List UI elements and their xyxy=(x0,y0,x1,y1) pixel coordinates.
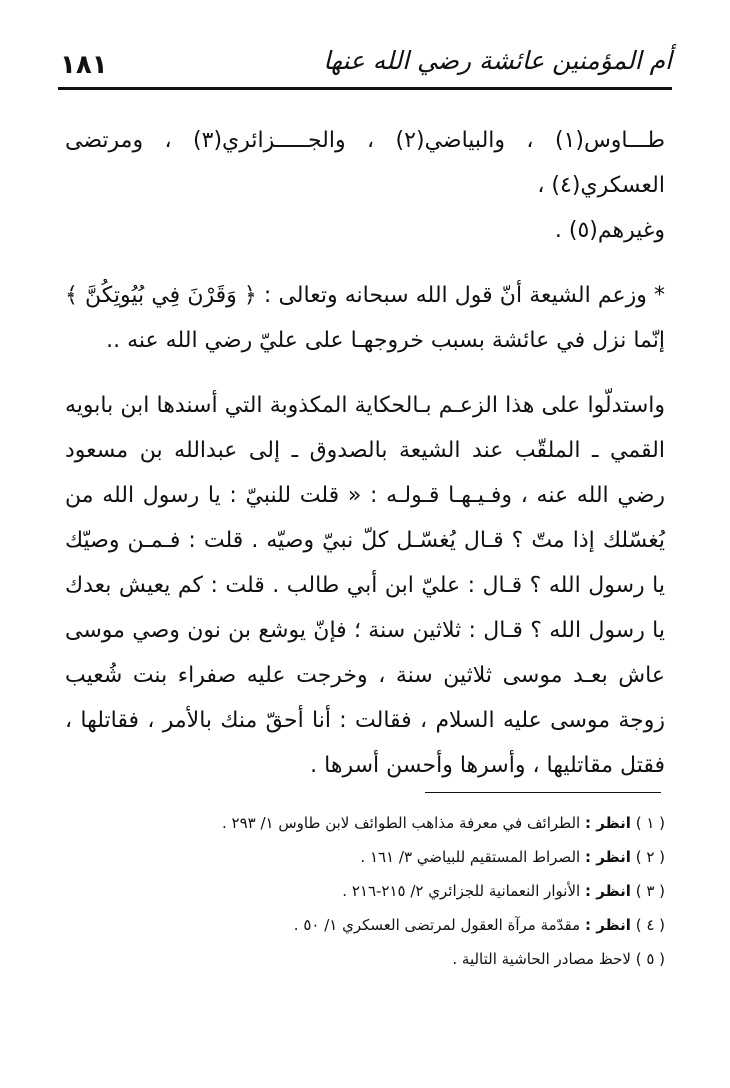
footnote-5 xyxy=(65,942,665,976)
page-number: ١٨١ xyxy=(60,50,108,80)
footnote-3 xyxy=(65,874,665,908)
footnote-4 xyxy=(65,908,665,942)
footnote-separator xyxy=(425,792,661,793)
main-text xyxy=(65,118,665,788)
footnote-label: انظر : xyxy=(584,848,631,866)
footnote-text: لاحظ مصادر الحاشية التالية . xyxy=(452,950,631,968)
header-rule xyxy=(58,87,672,90)
footnote-label: انظر : xyxy=(584,882,631,900)
paragraph-3: واستدلّوا على هذا الزعـم بـالحكاية المكذوبة التي أسندها ابن بابويه القمي ـ الملقّب عند الشيعة بالصدوق ـ إلى عبدالله بن مسعود رضي الله عنه ، وفـيـهـا قـولـه : « قلت للنبيّ : يا رسول الله من يُغسّلك إذا متّ ؟ قـال يُغسّـل كلّ نبيّ وصيّه . قلت : فـمـن وصيّك يا رسول الله ؟ قـال : عليّ ابن أبي طالب . قلت : كم يعيش بعدك يا رسول الله ؟ قـال : ثلاثين سنة ؛ فإنّ يوشع بن نون وصي موسى عاش بعـد موسى ثلاثين سنة ، وخرجت عليه صفراء بنت شُعيب زوجة موسى عليه السلام ، فقالت : أنا أحقّ منك بالأمر ، فقاتلها ، فقتل مقاتليها ، وأسرها وأحسن أسرها . xyxy=(65,393,665,778)
footnotes xyxy=(65,806,665,976)
footnote-label: انظر : xyxy=(584,814,631,832)
page-header xyxy=(58,40,672,90)
paragraph-1-line-2: وغيرهم(٥) . xyxy=(554,218,665,243)
footnote-number: ( ٢ ) xyxy=(635,848,665,866)
footnote-2 xyxy=(65,840,665,874)
footnote-number: ( ١ ) xyxy=(635,814,665,832)
footnote-number: ( ٤ ) xyxy=(635,916,665,934)
running-title: أم المؤمنين عائشة رضي الله عنها xyxy=(323,46,672,75)
footnote-text: الأنوار النعمانية للجزائري ٢/ ٢١٥-٢١٦ . xyxy=(342,882,581,900)
paragraph-2: * وزعم الشيعة أنّ قول الله سبحانه وتعالى : ﴿ وَقَرْنَ فِي بُيُوتِكُنَّ ﴾ إنّما نزل في عائشة بسبب خروجهـا على عليّ رضي الله عنه .. xyxy=(65,283,665,353)
footnote-text: مقدّمة مرآة العقول لمرتضى العسكري ١/ ٥٠ . xyxy=(293,916,581,934)
footnote-text: الطرائف في معرفة مذاهب الطوائف لابن طاوس ١/ ٢٩٣ . xyxy=(221,814,581,832)
footnote-1 xyxy=(65,806,665,840)
footnote-number: ( ٥ ) xyxy=(635,950,665,968)
footnote-number: ( ٣ ) xyxy=(635,882,665,900)
footnote-text: الصراط المستقيم للبياضي ٣/ ١٦١ . xyxy=(360,848,581,866)
paragraph-1-line-1: طـــاوس(١) ، والبياضي(٢) ، والجـــــزائري(٣) ، ومرتضى العسكري(٤) ، xyxy=(65,128,665,198)
footnote-label: انظر : xyxy=(584,916,631,934)
